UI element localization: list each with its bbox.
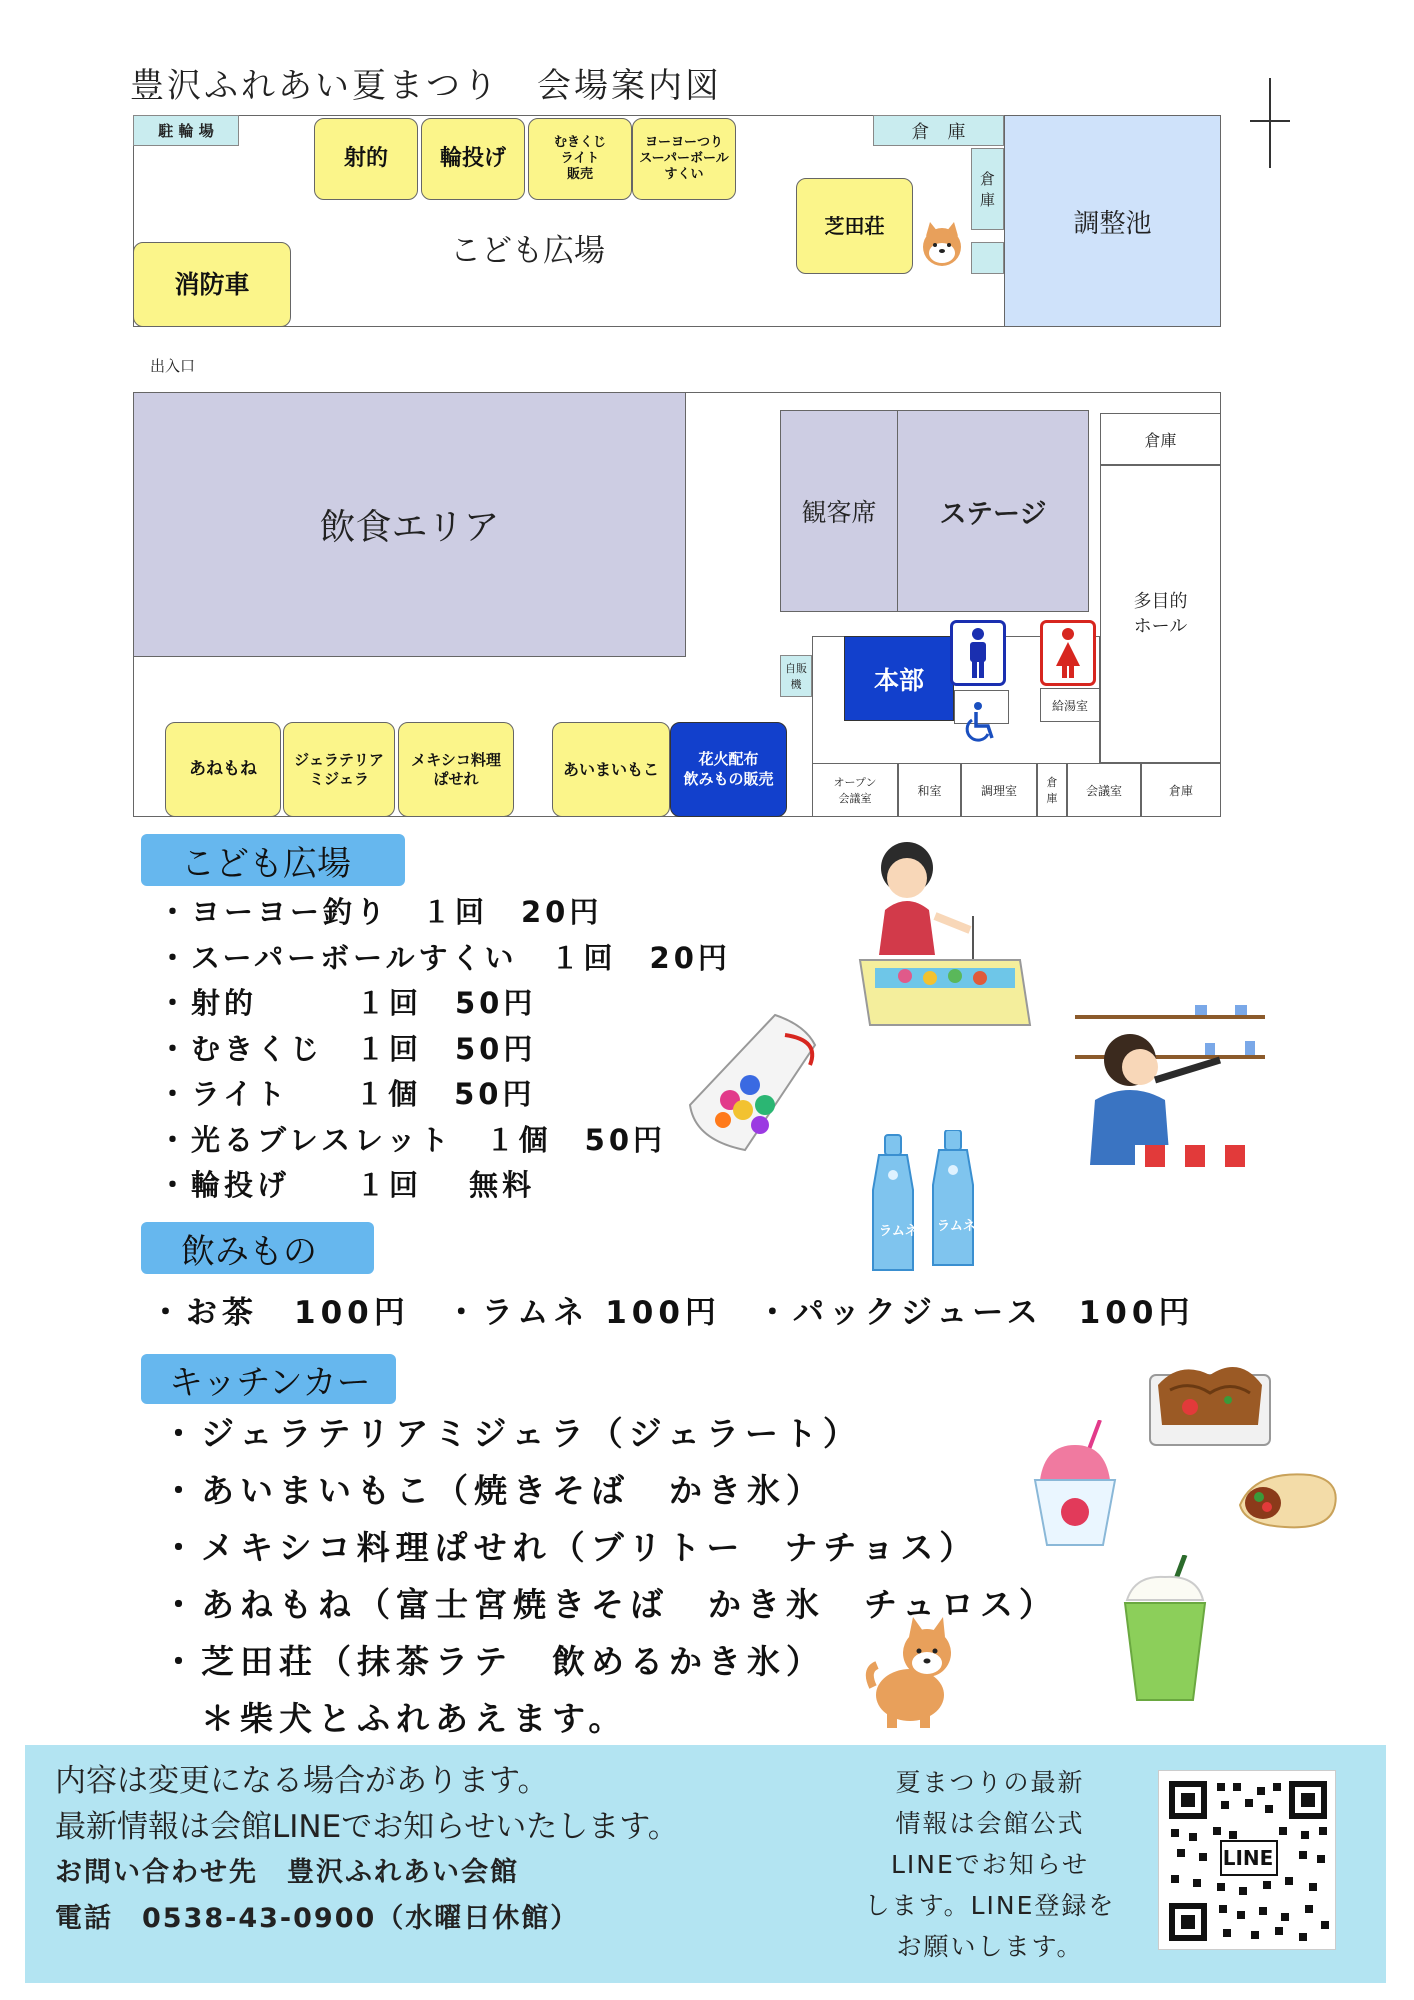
yoyo-fishing-girl-icon [855,830,1035,1030]
candy-bag-icon [685,1005,835,1155]
room-meeting: 会議室 [1067,763,1141,817]
list-item: ・光るブレスレット １個 50円 [158,1122,667,1157]
booth-wanage: 輪投げ [421,118,525,200]
list-item: ・輪投げ １回 無料 [158,1168,536,1202]
room-storage-small: 倉 庫 [1037,763,1067,817]
list-item: ・あねもね（富士宮焼きそば かき氷 チュロス） [162,1585,1059,1624]
bicycle-parking: 駐 輪 場 [133,115,239,146]
shiba-dog-large-icon [865,1615,965,1730]
list-item: ・射的 １回 50円 [158,986,537,1020]
womens-toilet-icon [1040,620,1096,686]
page-title: 豊沢ふれあい夏まつり 会場案内図 [130,66,722,106]
vending-machine: 自販 機 [780,655,812,697]
yakisoba-icon [1140,1345,1280,1455]
kids-price-list [158,890,731,1209]
footer-info [55,1758,679,1942]
list-item: ＊柴犬とふれあえます。 [162,1699,628,1738]
footer-change-notice: 内容は変更になる場合があります。 [55,1763,549,1799]
room-washitsu: 和室 [898,763,961,817]
audience-seats: 観客席 [780,410,898,612]
room-storage: 倉庫 [1141,763,1221,817]
headquarters: 本部 [844,636,954,721]
wheelchair-icon [958,700,1004,746]
booth-anemone: あねもね [165,722,281,817]
fireworks-drinks-booth: 花火配布 飲みもの販売 [670,722,787,817]
ramune-bottles-icon [865,1130,995,1280]
booth-mexican: メキシコ料理 ぱせれ [398,722,514,817]
kyutoshitsu-room: 給湯室 [1040,688,1100,722]
storage-top: 倉 庫 [873,115,1004,146]
booth-shibata: 芝田荘 [796,178,913,274]
food-area: 飲食エリア [133,392,686,657]
storage-right: 倉庫 [1100,413,1221,465]
booth-shateki: 射的 [314,118,418,200]
list-item: ・ライト １個 50円 [158,1077,536,1111]
list-item: ・メキシコ料理ぱせれ（ブリトー ナチョス） [162,1528,979,1567]
storage-block [971,242,1004,274]
svg-text:ラムネ: ラムネ [937,1219,976,1234]
kids-plaza-heading: こども広場 [141,834,405,886]
adjustment-pond: 調整池 [1004,115,1221,327]
shiba-dog-icon [917,220,967,270]
list-item: ・あいまいもこ（焼きそば かき氷） [162,1471,825,1510]
list-item: ・むきくじ １回 50円 [158,1031,537,1066]
mens-toilet-icon [950,620,1006,686]
drinks-heading: 飲みもの [141,1222,374,1274]
entrance-label: 出入口 [150,357,196,375]
drinks-price-line: ・お茶 100円 ・ラムネ 100円 ・パックジュース 100円 [150,1295,1195,1331]
north-arrow-icon [1250,78,1290,168]
booth-gelateria: ジェラテリア ミジェラ [283,722,395,817]
matcha-latte-icon [1115,1555,1215,1705]
booth-aimaimoko: あいまいもこ [552,722,670,817]
room-cooking: 調理室 [961,763,1037,817]
burrito-icon [1235,1465,1345,1535]
stage: ステージ [897,410,1089,612]
list-item: ・スーパーボールすくい １回 20円 [158,940,731,975]
fire-truck: 消防車 [133,242,291,327]
shooting-boy-icon [1075,1005,1265,1170]
qr-line-label: LINE [1222,1846,1274,1870]
booth-yoyo: ヨーヨーつり スーパーボール すくい [632,118,736,200]
list-item: ・ジェラテリアミジェラ（ジェラート） [162,1414,863,1453]
footer-contact: お問い合わせ先 豊沢ふれあい会館 [55,1857,519,1888]
svg-text:ラムネ: ラムネ [879,1224,918,1239]
storage-small: 倉 庫 [971,148,1004,230]
shaved-ice-icon [1025,1420,1125,1550]
multipurpose-hall: 多目的 ホール [1100,465,1221,763]
footer-line-register: 夏まつりの最新 情報は会館公式 LINEでお知らせ します。LINE登録を お願いします。 [864,1768,1116,1961]
kids-plaza-label: こども広場 [450,233,605,269]
kitchen-car-heading: キッチンカー [141,1354,396,1404]
list-item: ・芝田荘（抹茶ラテ 飲めるかき氷） [162,1642,825,1681]
booth-mukikuji: むきくじ ライト 販売 [528,118,632,200]
footer-line-notice: 最新情報は会館LINEでお知らせいたします。 [55,1809,679,1845]
list-item: ・ヨーヨー釣り １回 20円 [158,895,603,929]
footer-phone: 電話 0538-43-0900（水曜日休館） [55,1903,580,1934]
room-open-meeting: オープン 会議室 [812,763,898,817]
